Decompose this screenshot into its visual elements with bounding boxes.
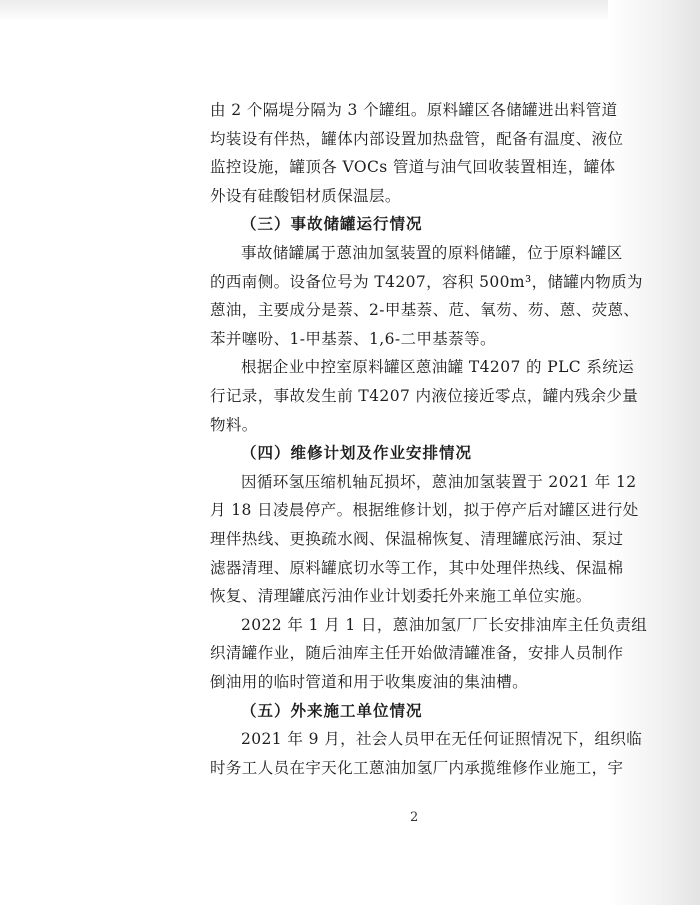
text-line: 倒油用的临时管道和用于收集废油的集油槽。 [210, 673, 529, 691]
text-line: 外设有硅酸铝材质保温层。 [210, 186, 401, 205]
text-line: 织清罐作业，随后油库主任开始做清罐准备，安排人员制作 [210, 644, 624, 663]
text-line: 物料。 [210, 415, 258, 434]
text-line: 由 2 个隔堤分隔为 3 个罐组。原料罐区各储罐进出料管道 [210, 101, 618, 119]
text-line: 月 18 日凌晨停产。根据维修计划，拟于停产后对罐区进行处 [210, 501, 639, 520]
text-line: 恢复、清理罐底污油作业计划委托外来施工单位实施。 [210, 587, 592, 606]
section-heading: （三）事故储罐运行情况 [241, 214, 423, 234]
section-heading: （四）维修计划及作业安排情况 [241, 443, 473, 463]
text-line: 2022 年 1 月 1 日，蒽油加氢厂厂长安排油库主任负责组 [241, 615, 648, 634]
section-heading: （五）外来施工单位情况 [241, 700, 423, 720]
text-line: 行记录，事故发生前 T4207 内液位接近零点，罐内残余少量 [210, 387, 639, 405]
scan-top-shadow [0, 0, 700, 22]
text-line: 事故储罐属于蒽油加氢装置的原料储罐，位于原料罐区 [241, 244, 623, 262]
text-line: 理伴热线、更换疏水阀、保温棉恢复、清理罐底污油、泵过 [210, 530, 624, 548]
text-line: 时务工人员在宇天化工蒽油加氢厂内承揽维修作业施工，宇 [210, 758, 624, 777]
text-line: 滤器清理、原料罐底切水等工作，其中处理伴热线、保温棉 [210, 558, 624, 577]
text-line: 2021 年 9 月，社会人员甲在无任何证照情况下，组织临 [241, 730, 643, 749]
text-line: 蒽油，主要成分是萘、2-甲基萘、苊、氧芴、芴、蒽、荧蒽、 [210, 301, 640, 320]
text-line: 监控设施，罐顶各 VOCs 管道与油气回收装置相连，罐体 [210, 158, 616, 177]
page-number: 2 [410, 810, 419, 825]
text-line: 根据企业中控室原料罐区蒽油罐 T4207 的 PLC 系统运 [241, 358, 635, 377]
text-line: 均装设有伴热，罐体内部设置加热盘管，配备有温度、液位 [210, 129, 624, 148]
text-line: 因循环氢压缩机轴瓦损坏，蒽油加氢装置于 2021 年 12 [241, 472, 637, 491]
text-line: 苯并噻吩、1-甲基萘、1,6-二甲基萘等。 [210, 329, 496, 348]
text-line: 的西南侧。设备位号为 T4207，容积 500m³，储罐内物质为 [210, 272, 643, 291]
